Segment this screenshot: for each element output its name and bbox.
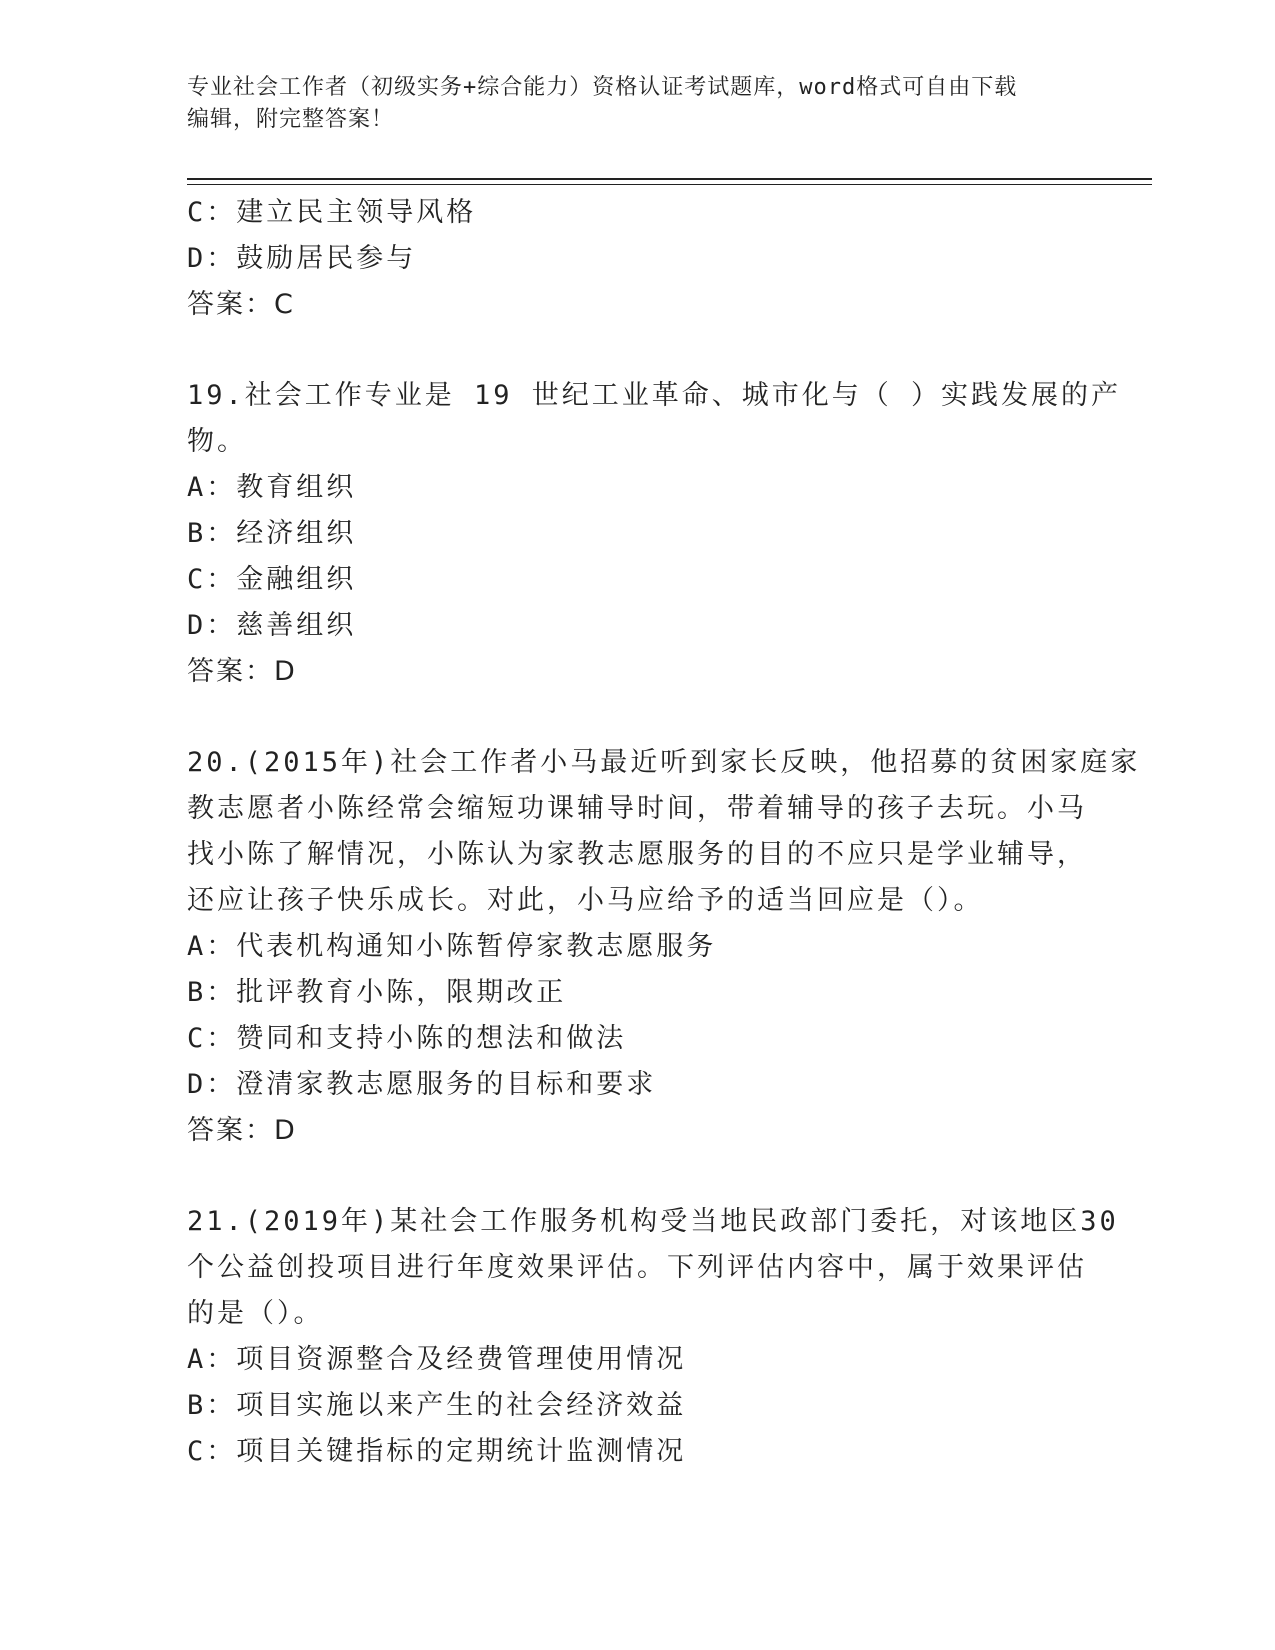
question-block-prev bbox=[187, 190, 1087, 328]
question-block-19 bbox=[187, 373, 1122, 695]
question-stem-line: 找小陈了解情况，小陈认为家教志愿服务的目的不应只是学业辅导， bbox=[187, 839, 1087, 870]
option-c: C：金融组织 bbox=[187, 564, 357, 595]
header-line-1: 专业社会工作者（初级实务+综合能力）资格认证考试题库，word格式可自由下载 bbox=[187, 75, 1018, 100]
answer-line: 答案：D bbox=[187, 656, 297, 687]
spacer bbox=[187, 328, 1087, 373]
answer-line: 答案：C bbox=[187, 289, 295, 320]
option-a: A：代表机构通知小陈暂停家教志愿服务 bbox=[187, 931, 717, 962]
option-c: C：建立民主领导风格 bbox=[187, 197, 477, 228]
answer-line: 答案：D bbox=[187, 1115, 297, 1146]
question-block-21 bbox=[187, 1199, 1119, 1475]
option-d: D：澄清家教志愿服务的目标和要求 bbox=[187, 1069, 657, 1100]
question-stem-line: 物。 bbox=[187, 426, 247, 457]
question-stem-line: 教志愿者小陈经常会缩短功课辅导时间，带着辅导的孩子去玩。小马 bbox=[187, 793, 1087, 824]
page-header bbox=[187, 72, 1087, 136]
option-d: D：慈善组织 bbox=[187, 610, 357, 641]
option-b: B：项目实施以来产生的社会经济效益 bbox=[187, 1390, 687, 1421]
option-b: B：批评教育小陈，限期改正 bbox=[187, 977, 567, 1008]
question-list bbox=[187, 190, 1141, 1475]
header-divider-thick bbox=[187, 178, 1152, 180]
question-stem-line: 19.社会工作专业是 19 世纪工业革命、城市化与（ ）实践发展的产 bbox=[187, 380, 1122, 411]
option-c: C：赞同和支持小陈的想法和做法 bbox=[187, 1023, 627, 1054]
option-d: D：鼓励居民参与 bbox=[187, 243, 417, 274]
header-divider-thin bbox=[187, 184, 1152, 185]
spacer bbox=[187, 695, 1087, 740]
option-c: C：项目关键指标的定期统计监测情况 bbox=[187, 1436, 687, 1467]
header-line-2: 编辑，附完整答案！ bbox=[187, 107, 395, 132]
question-stem-line: 个公益创投项目进行年度效果评估。下列评估内容中，属于效果评估 bbox=[187, 1252, 1087, 1283]
question-block-20 bbox=[187, 740, 1141, 1154]
option-a: A：项目资源整合及经费管理使用情况 bbox=[187, 1344, 687, 1375]
question-stem-line: 的是（）。 bbox=[187, 1298, 324, 1329]
question-stem-line: 21.(2019年)某社会工作服务机构受当地民政部门委托，对该地区30 bbox=[187, 1206, 1119, 1237]
question-stem-line: 还应让孩子快乐成长。对此，小马应给予的适当回应是（）。 bbox=[187, 885, 984, 916]
question-stem-line: 20.(2015年)社会工作者小马最近听到家长反映，他招募的贫困家庭家 bbox=[187, 747, 1141, 778]
spacer bbox=[187, 1154, 1087, 1199]
option-a: A：教育组织 bbox=[187, 472, 357, 503]
option-b: B：经济组织 bbox=[187, 518, 357, 549]
